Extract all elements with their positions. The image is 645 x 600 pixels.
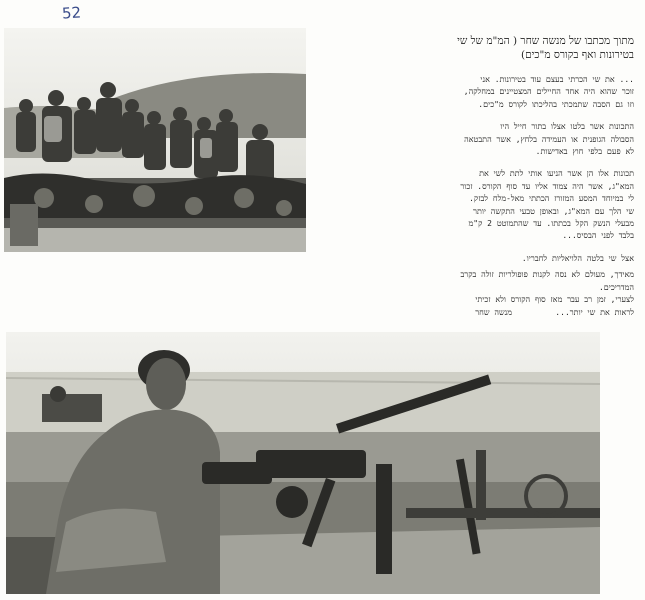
letter-excerpt	[318, 34, 634, 329]
text-line: בלבד לפני הבסיס...	[562, 231, 634, 241]
paragraph	[318, 294, 634, 319]
paragraph	[318, 269, 634, 294]
heading-line: מתוך מכתבו של מנשה שחר ( המ"מ של שי	[457, 35, 634, 47]
text-line: מאידך, מעולם לא נסה לקנות פופולריות זולה בקרב	[460, 270, 634, 280]
text-line: שי הלך עם המא"ג, ובאופן טבעי התקשה יותר	[473, 206, 634, 216]
soldier-with-machine-gun-photo	[6, 332, 600, 594]
text-line: לצערי, זמן רב עבר מאז סוף הקורס ולא זכיתי	[475, 295, 634, 305]
text-line: זוכר שהוא היה אחד החיילים המצטיינים במחלקה,	[463, 87, 634, 97]
heading-line: בטירונות ואף בקורס מ"כים)	[520, 49, 634, 61]
text-line: לי במיוחד המסע המזורז הכתתי מאל-מלח לבזק.	[469, 194, 634, 204]
paragraph	[318, 121, 634, 158]
soldiers-on-halftrack-photo	[4, 28, 306, 252]
text-line: לא פעם בלפי חוץ באדישות.	[535, 147, 634, 157]
text-line: התכונות אשר בלטו אצלו בתור חייל היו	[500, 122, 634, 132]
text-line: אצל שי בלטה הלויאליות לחבריו.	[521, 253, 634, 263]
text-line: וזו גם הסבה שתמכתי בהליכתו לקורס מ"כים.	[478, 99, 634, 109]
text-line: המא"ג, אשר היה צמוד אליו עד סוף הקורס. זכור	[460, 181, 634, 191]
text-line: המדריכים.	[598, 282, 634, 292]
page-number: 52	[61, 3, 82, 23]
text-line: תכונות אלו הן אשר הניעו אותי לתת לשי את	[479, 169, 634, 179]
letter-heading	[318, 34, 634, 62]
paragraph	[318, 74, 634, 111]
paragraph	[318, 168, 634, 242]
text-line: מבעלי הנשק הקל בכתתו. עד שהתמוטט 2 ק"מ	[468, 219, 634, 229]
paragraph	[318, 253, 634, 265]
text-line: ... את שי הכרתי בעצם עוד בטירונות. אני	[480, 75, 634, 84]
signature-line: לראות את שי יותר... מנשה שחר	[475, 307, 634, 317]
text-line: הסבולה הגופנית או העמידה בלחץ, אשר התבטאה	[464, 134, 634, 144]
